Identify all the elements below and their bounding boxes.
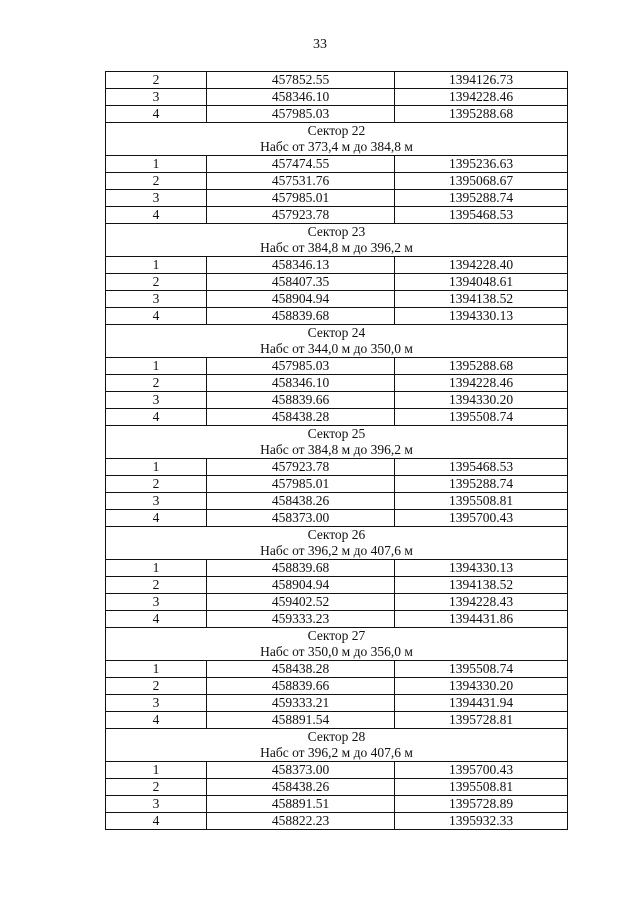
sector-height-range: Набс от 396,2 м до 407,6 м [260, 745, 413, 760]
point-number-cell: 2 [106, 779, 207, 796]
sector-header-cell [106, 325, 568, 358]
y-coordinate-cell: 1394330.20 [395, 678, 568, 695]
table-row [106, 476, 568, 493]
y-coordinate-cell: 1395288.74 [395, 476, 568, 493]
x-coordinate-cell: 458346.13 [207, 257, 395, 274]
sector-header-cell [106, 628, 568, 661]
x-coordinate-cell: 459333.23 [207, 611, 395, 628]
point-number-cell: 1 [106, 257, 207, 274]
table-row [106, 207, 568, 224]
x-coordinate-cell: 458839.68 [207, 560, 395, 577]
table-row [106, 779, 568, 796]
point-number-cell: 3 [106, 392, 207, 409]
point-number-cell: 1 [106, 459, 207, 476]
point-number-cell: 1 [106, 156, 207, 173]
y-coordinate-cell: 1394228.46 [395, 89, 568, 106]
point-number-cell: 4 [106, 308, 207, 325]
x-coordinate-cell: 458346.10 [207, 375, 395, 392]
y-coordinate-cell: 1394330.13 [395, 560, 568, 577]
point-number-cell: 2 [106, 375, 207, 392]
point-number-cell: 1 [106, 560, 207, 577]
sector-height-range: Набс от 384,8 м до 396,2 м [260, 240, 413, 255]
sector-header-cell [106, 123, 568, 156]
sector-header-row [106, 224, 568, 257]
x-coordinate-cell: 458839.66 [207, 392, 395, 409]
y-coordinate-cell: 1394228.46 [395, 375, 568, 392]
table-row [106, 89, 568, 106]
table-row [106, 156, 568, 173]
point-number-cell: 4 [106, 409, 207, 426]
y-coordinate-cell: 1395236.63 [395, 156, 568, 173]
sector-header-cell [106, 426, 568, 459]
x-coordinate-cell: 457985.03 [207, 358, 395, 375]
coordinates-table-body [106, 72, 568, 830]
y-coordinate-cell: 1394431.86 [395, 611, 568, 628]
x-coordinate-cell: 458891.54 [207, 712, 395, 729]
sector-header-cell [106, 729, 568, 762]
table-row [106, 510, 568, 527]
table-row [106, 173, 568, 190]
table-row [106, 409, 568, 426]
table-row [106, 459, 568, 476]
x-coordinate-cell: 457474.55 [207, 156, 395, 173]
point-number-cell: 2 [106, 678, 207, 695]
sector-height-range: Набс от 350,0 м до 356,0 м [260, 644, 413, 659]
coordinates-table [105, 71, 568, 830]
table-row [106, 712, 568, 729]
x-coordinate-cell: 457531.76 [207, 173, 395, 190]
point-number-cell: 3 [106, 493, 207, 510]
point-number-cell: 4 [106, 510, 207, 527]
point-number-cell: 3 [106, 190, 207, 207]
point-number-cell: 2 [106, 173, 207, 190]
sector-title: Сектор 28 [307, 729, 366, 744]
point-number-cell: 2 [106, 577, 207, 594]
y-coordinate-cell: 1395288.68 [395, 358, 568, 375]
x-coordinate-cell: 457985.03 [207, 106, 395, 123]
x-coordinate-cell: 457985.01 [207, 476, 395, 493]
x-coordinate-cell: 458904.94 [207, 291, 395, 308]
table-row [106, 560, 568, 577]
table-row [106, 392, 568, 409]
table-row [106, 661, 568, 678]
y-coordinate-cell: 1394228.43 [395, 594, 568, 611]
x-coordinate-cell: 458839.68 [207, 308, 395, 325]
table-row [106, 678, 568, 695]
table-row [106, 762, 568, 779]
x-coordinate-cell: 458407.35 [207, 274, 395, 291]
table-row [106, 594, 568, 611]
point-number-cell: 3 [106, 291, 207, 308]
table-row [106, 106, 568, 123]
sector-title: Сектор 23 [307, 224, 366, 239]
sector-title: Сектор 24 [307, 325, 366, 340]
table-row [106, 190, 568, 207]
y-coordinate-cell: 1395700.43 [395, 762, 568, 779]
sector-height-range: Набс от 384,8 м до 396,2 м [260, 442, 413, 457]
point-number-cell: 3 [106, 89, 207, 106]
x-coordinate-cell: 459402.52 [207, 594, 395, 611]
y-coordinate-cell: 1395288.68 [395, 106, 568, 123]
x-coordinate-cell: 459333.21 [207, 695, 395, 712]
sector-title: Сектор 25 [307, 426, 366, 441]
x-coordinate-cell: 458373.00 [207, 762, 395, 779]
x-coordinate-cell: 458438.26 [207, 779, 395, 796]
table-row [106, 358, 568, 375]
table-row [106, 72, 568, 89]
y-coordinate-cell: 1395508.81 [395, 779, 568, 796]
y-coordinate-cell: 1395508.81 [395, 493, 568, 510]
table-row [106, 577, 568, 594]
y-coordinate-cell: 1394126.73 [395, 72, 568, 89]
table-row [106, 695, 568, 712]
point-number-cell: 3 [106, 594, 207, 611]
x-coordinate-cell: 458373.00 [207, 510, 395, 527]
x-coordinate-cell: 458438.28 [207, 409, 395, 426]
point-number-cell: 4 [106, 813, 207, 830]
x-coordinate-cell: 457985.01 [207, 190, 395, 207]
page-number: 33 [313, 37, 327, 52]
y-coordinate-cell: 1395508.74 [395, 409, 568, 426]
sector-header-cell [106, 527, 568, 560]
x-coordinate-cell: 457923.78 [207, 459, 395, 476]
table-row [106, 308, 568, 325]
table-row [106, 291, 568, 308]
sector-header-row [106, 729, 568, 762]
y-coordinate-cell: 1394431.94 [395, 695, 568, 712]
sector-header-row [106, 325, 568, 358]
table-row [106, 611, 568, 628]
point-number-cell: 2 [106, 476, 207, 493]
y-coordinate-cell: 1394228.40 [395, 257, 568, 274]
sector-header-row [106, 628, 568, 661]
point-number-cell: 4 [106, 611, 207, 628]
point-number-cell: 4 [106, 106, 207, 123]
y-coordinate-cell: 1395728.81 [395, 712, 568, 729]
x-coordinate-cell: 457852.55 [207, 72, 395, 89]
x-coordinate-cell: 458891.51 [207, 796, 395, 813]
point-number-cell: 4 [106, 712, 207, 729]
y-coordinate-cell: 1394330.20 [395, 392, 568, 409]
sector-height-range: Набс от 373,4 м до 384,8 м [260, 139, 413, 154]
x-coordinate-cell: 457923.78 [207, 207, 395, 224]
point-number-cell: 1 [106, 661, 207, 678]
sector-header-row [106, 123, 568, 156]
x-coordinate-cell: 458438.28 [207, 661, 395, 678]
x-coordinate-cell: 458438.26 [207, 493, 395, 510]
sector-header-row [106, 426, 568, 459]
point-number-cell: 1 [106, 358, 207, 375]
y-coordinate-cell: 1394048.61 [395, 274, 568, 291]
y-coordinate-cell: 1394138.52 [395, 577, 568, 594]
y-coordinate-cell: 1395508.74 [395, 661, 568, 678]
y-coordinate-cell: 1395068.67 [395, 173, 568, 190]
table-row [106, 375, 568, 392]
y-coordinate-cell: 1395700.43 [395, 510, 568, 527]
y-coordinate-cell: 1395468.53 [395, 207, 568, 224]
point-number-cell: 3 [106, 695, 207, 712]
y-coordinate-cell: 1394138.52 [395, 291, 568, 308]
table-row [106, 493, 568, 510]
sector-header-cell [106, 224, 568, 257]
sector-title: Сектор 22 [307, 123, 366, 138]
sector-height-range: Набс от 396,2 м до 407,6 м [260, 543, 413, 558]
y-coordinate-cell: 1395468.53 [395, 459, 568, 476]
x-coordinate-cell: 458904.94 [207, 577, 395, 594]
y-coordinate-cell: 1394330.13 [395, 308, 568, 325]
x-coordinate-cell: 458346.10 [207, 89, 395, 106]
table-row [106, 796, 568, 813]
point-number-cell: 1 [106, 762, 207, 779]
y-coordinate-cell: 1395932.33 [395, 813, 568, 830]
sector-title: Сектор 26 [307, 527, 366, 542]
y-coordinate-cell: 1395288.74 [395, 190, 568, 207]
point-number-cell: 3 [106, 796, 207, 813]
sector-height-range: Набс от 344,0 м до 350,0 м [260, 341, 413, 356]
point-number-cell: 4 [106, 207, 207, 224]
x-coordinate-cell: 458822.23 [207, 813, 395, 830]
sector-header-row [106, 527, 568, 560]
table-row [106, 274, 568, 291]
x-coordinate-cell: 458839.66 [207, 678, 395, 695]
table-row [106, 257, 568, 274]
point-number-cell: 2 [106, 72, 207, 89]
sector-title: Сектор 27 [307, 628, 366, 643]
y-coordinate-cell: 1395728.89 [395, 796, 568, 813]
table-row [106, 813, 568, 830]
point-number-cell: 2 [106, 274, 207, 291]
